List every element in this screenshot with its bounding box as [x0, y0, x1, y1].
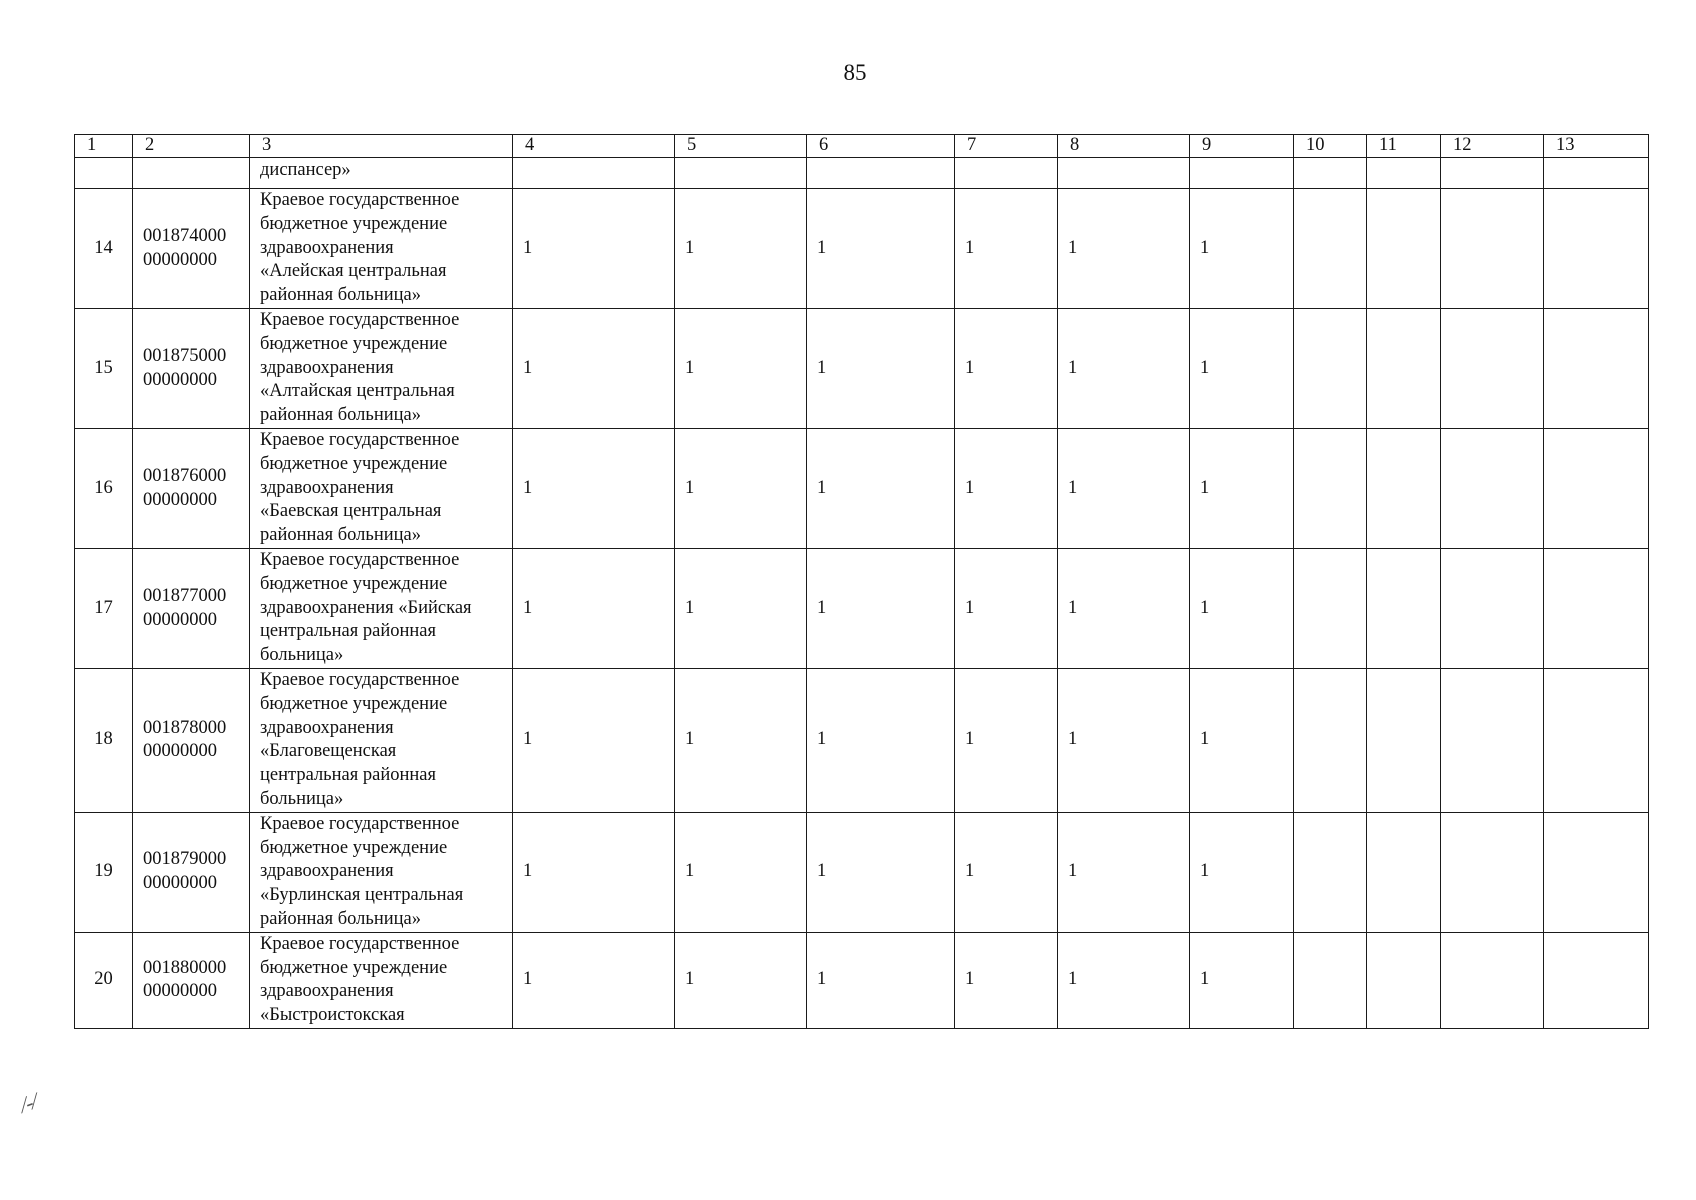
value-cell-col-7: 1	[955, 669, 1058, 813]
value-cell-col-6: 1	[807, 812, 955, 932]
value-cell-col-7: 1	[955, 429, 1058, 549]
value-cell-col-13	[1544, 812, 1649, 932]
value-cell-col-11	[1367, 812, 1441, 932]
code-line: 00000000	[143, 981, 217, 1002]
institution-name-line: центральная районная	[260, 621, 436, 642]
page-number: 85	[843, 60, 867, 85]
institution-name-cell	[250, 812, 513, 932]
value-cell-col-4: 1	[513, 189, 675, 309]
institution-name-line: районная больница»	[260, 285, 422, 306]
value-cell-col-9: 1	[1190, 549, 1294, 669]
column-header-3: 3	[250, 135, 513, 158]
institution-name-line: здравоохранения	[260, 357, 394, 378]
institution-name-line: здравоохранения «Бийская	[260, 597, 472, 618]
value-cell-col-7: 1	[955, 189, 1058, 309]
code-line: 001877000	[143, 585, 227, 606]
value-cell-col-9: 1	[1190, 309, 1294, 429]
institution-name-line: больница»	[260, 788, 344, 809]
value-cell-col-12	[1441, 309, 1544, 429]
institution-name-line: «Бурлинская центральная	[260, 885, 464, 906]
code-line: 001878000	[143, 717, 227, 738]
column-header-4: 4	[513, 135, 675, 158]
table-row	[75, 669, 1649, 813]
continuation-num-cell	[75, 158, 133, 189]
code-line: 00000000	[143, 489, 217, 510]
table-body	[75, 135, 1649, 1029]
value-cell-col-8: 1	[1058, 309, 1190, 429]
row-number-cell: 18	[75, 669, 133, 813]
data-table	[74, 134, 1649, 1029]
value-cell-col-8: 1	[1058, 429, 1190, 549]
value-cell-col-12	[1441, 549, 1544, 669]
code-line: 00000000	[143, 369, 217, 390]
value-cell-col-10	[1294, 932, 1367, 1028]
table-row	[75, 309, 1649, 429]
institution-name-line: Краевое государственное	[260, 310, 460, 330]
institution-name-cell	[250, 669, 513, 813]
value-cell-col-13	[1544, 309, 1649, 429]
value-cell-col-12	[1441, 932, 1544, 1028]
value-cell-col-6: 1	[807, 549, 955, 669]
value-cell-col-5: 1	[675, 309, 807, 429]
institution-name-line: районная больница»	[260, 525, 422, 546]
institution-name-line: больница»	[260, 645, 344, 666]
code-line: 001874000	[143, 225, 227, 246]
institution-name-cell	[250, 309, 513, 429]
column-header-2: 2	[133, 135, 250, 158]
code-line: 00000000	[143, 249, 217, 270]
value-cell-col-9: 1	[1190, 669, 1294, 813]
table-row	[75, 932, 1649, 1028]
row-number-cell: 20	[75, 932, 133, 1028]
value-cell-col-4: 1	[513, 429, 675, 549]
institution-name-cell	[250, 932, 513, 1028]
institution-name-line: здравоохранения	[260, 861, 394, 882]
value-cell-col-10	[1294, 309, 1367, 429]
value-cell-col-11	[1367, 932, 1441, 1028]
institution-name-line: районная больница»	[260, 908, 422, 929]
value-cell-col-8: 1	[1058, 669, 1190, 813]
code-line: 001875000	[143, 345, 227, 366]
code-cell	[133, 812, 250, 932]
institution-name-line: здравоохранения	[260, 981, 394, 1002]
value-cell-col-13	[1544, 189, 1649, 309]
row-number-cell: 17	[75, 549, 133, 669]
institution-name-line: бюджетное учреждение	[260, 333, 448, 354]
value-cell-col-7: 1	[955, 932, 1058, 1028]
value-cell-col-8: 1	[1058, 812, 1190, 932]
value-cell-col-12	[1441, 669, 1544, 813]
institution-name-line: Краевое государственное	[260, 813, 460, 834]
value-cell-col-5: 1	[675, 812, 807, 932]
pen-mark: ⁄‐⁄	[17, 1088, 41, 1117]
column-header-6: 6	[807, 135, 955, 158]
code-line: 001876000	[143, 465, 227, 486]
row-number-cell: 16	[75, 429, 133, 549]
value-cell-col-9: 1	[1190, 812, 1294, 932]
institution-name-line: Краевое государственное	[260, 670, 460, 690]
code-line: 001879000	[143, 849, 227, 870]
row-number-cell: 15	[75, 309, 133, 429]
institution-name-line: «Алейская центральная	[260, 261, 447, 282]
institution-name-line: здравоохранения	[260, 717, 394, 738]
value-cell-col-4: 1	[513, 669, 675, 813]
value-cell-col-13	[1544, 429, 1649, 549]
value-cell-col-4: 1	[513, 932, 675, 1028]
column-header-12: 12	[1441, 135, 1544, 158]
value-cell-col-6: 1	[807, 932, 955, 1028]
continuation-row	[75, 158, 1649, 189]
value-cell-col-10	[1294, 812, 1367, 932]
code-cell	[133, 189, 250, 309]
value-cell-col-5: 1	[675, 932, 807, 1028]
code-cell	[133, 669, 250, 813]
value-cell-col-13	[1544, 549, 1649, 669]
value-cell-col-12	[1441, 429, 1544, 549]
table-row	[75, 812, 1649, 932]
value-cell-col-12	[1441, 189, 1544, 309]
institution-name-line: «Алтайская центральная	[260, 381, 455, 402]
institution-name-line: бюджетное учреждение	[260, 453, 448, 474]
column-header-1: 1	[75, 135, 133, 158]
code-cell	[133, 429, 250, 549]
column-header-11: 11	[1367, 135, 1441, 158]
value-cell-col-10	[1294, 429, 1367, 549]
value-cell-col-8: 1	[1058, 549, 1190, 669]
institution-name-line: Краевое государственное	[260, 933, 460, 954]
value-cell-col-11	[1367, 309, 1441, 429]
institution-name-line: бюджетное учреждение	[260, 693, 448, 714]
table-row	[75, 189, 1649, 309]
value-cell-col-8: 1	[1058, 932, 1190, 1028]
code-cell	[133, 309, 250, 429]
value-cell-col-4: 1	[513, 309, 675, 429]
value-cell-col-11	[1367, 549, 1441, 669]
table-row	[75, 429, 1649, 549]
value-cell-col-5: 1	[675, 429, 807, 549]
value-cell-col-10	[1294, 189, 1367, 309]
column-header-7: 7	[955, 135, 1058, 158]
continuation-name-cell: диспансер»	[250, 158, 513, 189]
row-number-cell: 14	[75, 189, 133, 309]
value-cell-col-10	[1294, 669, 1367, 813]
institution-name-line: Краевое государственное	[260, 430, 460, 450]
code-cell	[133, 932, 250, 1028]
value-cell-col-9: 1	[1190, 429, 1294, 549]
value-cell-col-6: 1	[807, 189, 955, 309]
value-cell-col-8: 1	[1058, 189, 1190, 309]
institution-name-cell	[250, 549, 513, 669]
code-line: 00000000	[143, 609, 217, 630]
value-cell-col-11	[1367, 669, 1441, 813]
code-cell	[133, 549, 250, 669]
column-header-8: 8	[1058, 135, 1190, 158]
row-number-cell: 19	[75, 812, 133, 932]
code-line: 001880000	[143, 957, 227, 978]
institution-name-line: районная больница»	[260, 405, 422, 426]
institution-name-line: бюджетное учреждение	[260, 213, 448, 234]
value-cell-col-5: 1	[675, 189, 807, 309]
institution-name-line: «Баевская центральная	[260, 501, 442, 522]
value-cell-col-12	[1441, 812, 1544, 932]
code-line: 00000000	[143, 741, 217, 762]
value-cell-col-6: 1	[807, 429, 955, 549]
value-cell-col-11	[1367, 429, 1441, 549]
institution-name-line: бюджетное учреждение	[260, 573, 448, 594]
value-cell-col-9: 1	[1190, 189, 1294, 309]
institution-name-cell	[250, 189, 513, 309]
value-cell-col-6: 1	[807, 669, 955, 813]
column-header-9: 9	[1190, 135, 1294, 158]
column-header-5: 5	[675, 135, 807, 158]
institution-name-line: здравоохранения	[260, 477, 394, 498]
table-row	[75, 549, 1649, 669]
institution-name-line: «Благовещенская	[260, 741, 397, 762]
continuation-code-cell	[133, 158, 250, 189]
value-cell-col-7: 1	[955, 549, 1058, 669]
column-number-row	[75, 135, 1649, 158]
value-cell-col-7: 1	[955, 812, 1058, 932]
value-cell-col-13	[1544, 932, 1649, 1028]
column-header-13: 13	[1544, 135, 1649, 158]
value-cell-col-5: 1	[675, 669, 807, 813]
institution-name-line: «Быстроистокская	[260, 1005, 405, 1026]
code-line: 00000000	[143, 873, 217, 894]
institution-name-line: Краевое государственное	[260, 550, 460, 570]
value-cell-col-7: 1	[955, 309, 1058, 429]
institution-name-line: центральная районная	[260, 765, 436, 786]
column-header-10: 10	[1294, 135, 1367, 158]
value-cell-col-6: 1	[807, 309, 955, 429]
institution-name-line: бюджетное учреждение	[260, 837, 448, 858]
value-cell-col-4: 1	[513, 812, 675, 932]
value-cell-col-11	[1367, 189, 1441, 309]
institution-name-line: бюджетное учреждение	[260, 957, 448, 978]
institution-name-line: здравоохранения	[260, 237, 394, 258]
value-cell-col-5: 1	[675, 549, 807, 669]
value-cell-col-10	[1294, 549, 1367, 669]
institution-name-cell	[250, 429, 513, 549]
value-cell-col-9: 1	[1190, 932, 1294, 1028]
value-cell-col-4: 1	[513, 549, 675, 669]
value-cell-col-13	[1544, 669, 1649, 813]
institution-name-line: Краевое государственное	[260, 190, 460, 210]
